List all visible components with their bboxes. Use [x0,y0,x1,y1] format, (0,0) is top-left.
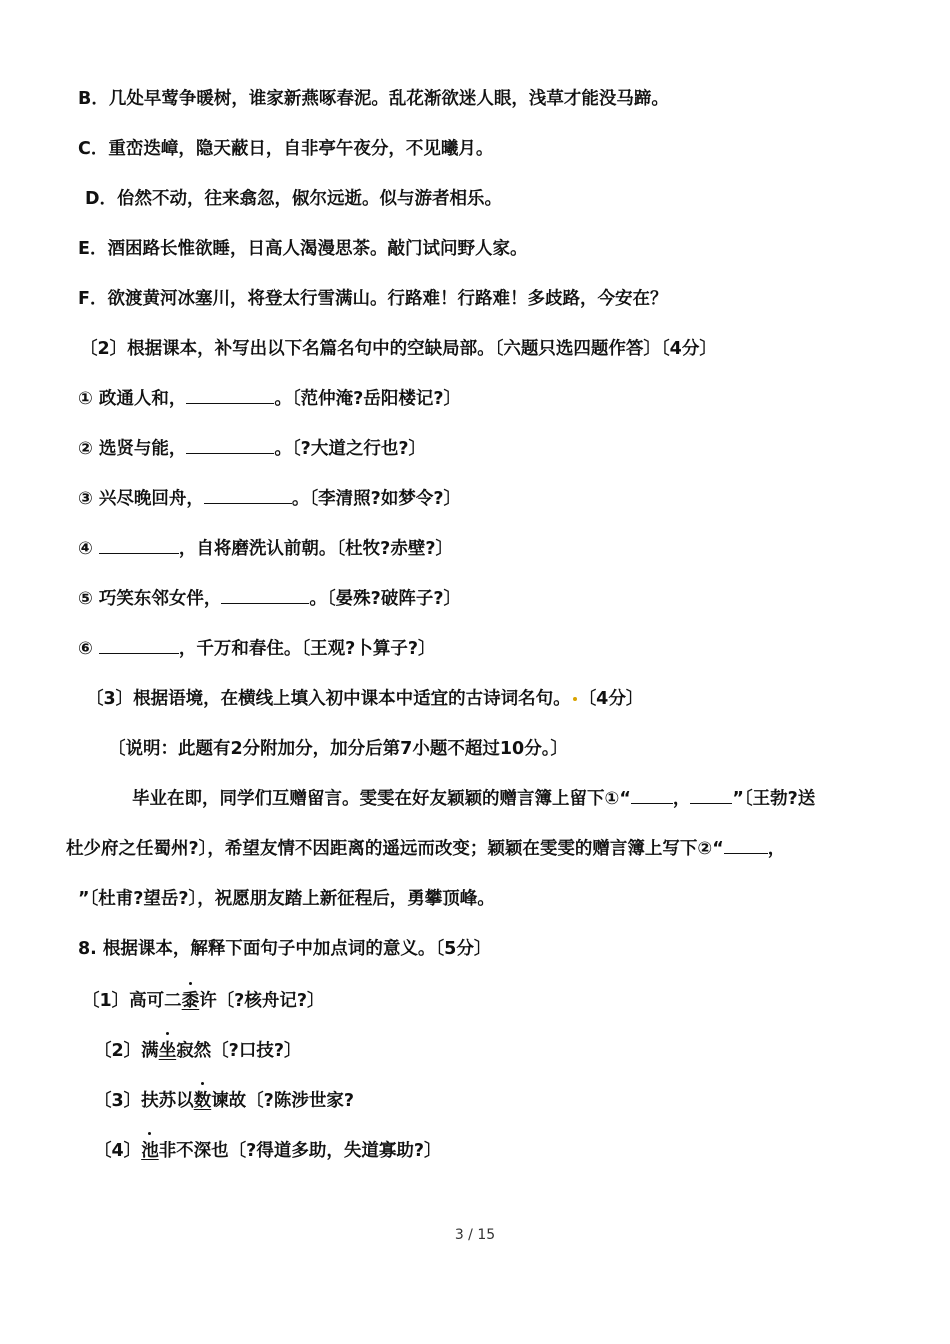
item-post: 谏故〔?陈涉世家? [211,1091,354,1111]
fill-item-3 [78,487,461,511]
q8-item-3 [94,1089,354,1113]
item-num: ③ [78,489,93,509]
item-num: ④ [78,539,93,559]
item-pre: 〔4〕 [94,1141,142,1161]
item-num: ⑥ [78,639,93,659]
context-text: ， [672,789,691,809]
context-text: ， [767,839,786,859]
item-pre: 〔1〕高可二 [82,991,182,1011]
fill-item-5 [78,587,461,611]
q8-item-2 [94,1039,302,1063]
part3-instruction [86,687,643,711]
context-line-2 [66,837,785,861]
item-post: 许〔?核舟记?〕 [199,991,325,1011]
part3-text: 〔3〕根据语境，在横线上填入初中课本中适宜的古诗词名句。 [86,689,571,709]
item-pre: 巧笑东邻女伴， [98,589,222,609]
item-pre: 选贤与能， [98,439,187,459]
answer-blank[interactable] [690,789,732,804]
q8-item-4 [94,1139,442,1163]
page-number: 3 / 15 [454,1227,496,1243]
option-d: D．佁然不动，往来翕忽，俶尔远逝。似与游者相乐。 [85,189,503,209]
context-text: 毕业在即，同学们互赠留言。雯雯在好友颖颖的赠言簿上留下①“ [132,789,631,809]
answer-blank[interactable] [186,389,274,404]
item-num: ② [78,439,93,459]
fill-item-4 [78,537,453,561]
context-line-1 [132,787,815,811]
fill-item-1 [78,387,461,411]
dotted-word: 数 [193,1091,212,1111]
fill-item-6 [78,637,435,661]
part2-instruction: 〔2〕根据课本，补写出以下名篇名句中的空缺局部。〔六题只选四题作答〕〔4分〕 [80,339,717,359]
item-pre: 〔2〕满 [94,1041,159,1061]
item-pre: 〔3〕扶苏以 [94,1091,194,1111]
item-num: ⑤ [78,589,93,609]
answer-blank[interactable] [724,839,768,854]
item-post: 。〔晏殊?破阵子?〕 [309,589,461,609]
part3-score: 〔4分〕 [578,689,644,709]
option-f: F．欲渡黄河冰塞川，将登太行雪满山。行路难！行路难！多歧路，今安在？ [78,289,668,309]
option-e: E．酒困路长惟欲睡，日高人渴漫思茶。敲门试问野人家。 [78,239,528,259]
context-text: ”〔杜甫?望岳?〕，祝愿朋友踏上新征程后，勇攀顶峰。 [78,889,495,909]
option-b: B．几处早莺争暖树，谁家新燕啄春泥。乱花渐欲迷人眼，浅草才能没马蹄。 [78,89,669,109]
context-line-3 [78,887,495,911]
item-num: ① [78,389,93,409]
q8-title: 8. 根据课本，解释下面句子中加点词的意义。〔5分〕 [78,939,492,959]
dotted-word: 池 [141,1141,159,1161]
answer-blank[interactable] [204,489,292,504]
part3-note: 〔说明：此题有2分附加分，加分后第7小题不超过10分。〕 [108,739,568,759]
item-post: 。〔?大道之行也?〕 [274,439,426,459]
context-text: ”〔王勃?送 [732,789,816,809]
answer-blank[interactable] [186,439,274,454]
item-post: ，自将磨洗认前朝。〔杜牧?赤壁?〕 [178,539,453,559]
q8-item-1 [82,989,325,1013]
item-post: 寂然〔?口技?〕 [176,1041,302,1061]
answer-blank[interactable] [99,539,179,554]
answer-blank[interactable] [221,589,309,604]
item-pre: 政通人和， [98,389,187,409]
option-c: C．重峦迭嶂，隐天蔽日，自非亭午夜分，不见曦月。 [78,139,494,159]
item-post: 。〔李清照?如梦令?〕 [291,489,461,509]
item-pre: 兴尽晚回舟， [98,489,204,509]
fill-item-2 [78,437,426,461]
answer-blank[interactable] [99,639,179,654]
item-post: 非不深也〔?得道多助，失道寡助?〕 [158,1141,442,1161]
item-post: 。〔范仲淹?岳阳楼记?〕 [274,389,461,409]
context-text: 杜少府之任蜀州?〕，希望友情不因距离的遥远而改变；颖颖在雯雯的赠言簿上写下②“ [66,839,724,859]
mark-dot-icon [573,697,577,701]
dotted-word: 黍 [181,991,200,1011]
item-post: ，千万和春住。〔王观?卜算子?〕 [178,639,436,659]
answer-blank[interactable] [631,789,673,804]
dotted-word: 坐 [158,1041,177,1061]
